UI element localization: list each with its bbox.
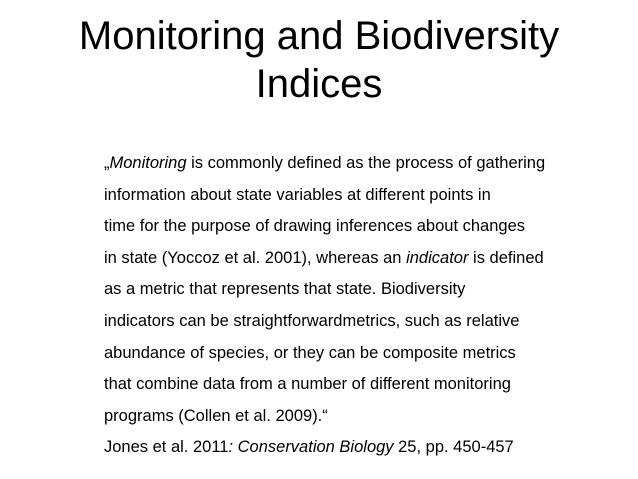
slide-body [104,151,624,467]
quote-line: information about state variables at different points in [104,185,491,204]
quote-line: indicators can be straightforwardmetrics, such as relative [104,311,520,330]
slide-title-line-2: Indices [255,62,383,106]
slide-title [0,12,638,108]
quote-text: is defined [468,248,544,267]
citation-volume-pages: 25, pp. 450-457 [393,438,514,457]
quote-open-mark: „ [104,154,110,172]
citation-authors: Jones et al. 2011 [104,438,229,457]
quote-line: time for the purpose of drawing inferences about changes [104,217,526,236]
quote-line [104,246,624,278]
quote-text: in state (Yoccoz et al. 2001), whereas an [104,248,407,267]
quote-line: that combine data from a number of different monitoring [104,375,511,394]
slide-title-line-1: Monitoring and Biodiversity [78,14,560,58]
term-monitoring: Monitoring [109,154,187,172]
quote-line [104,151,624,183]
term-indicator: indicator [406,248,469,267]
quote-line: abundance of species, or they can be composite metrics [104,343,516,362]
quote-line: programs (Collen et al. 2009).“ [104,406,328,425]
quote-text: is commonly defined as the process of gathering [186,154,546,172]
citation [104,435,624,467]
quote-line: as a metric that represents that state. Biodiversity [104,280,466,299]
citation-journal: : Conservation Biology [228,438,394,457]
